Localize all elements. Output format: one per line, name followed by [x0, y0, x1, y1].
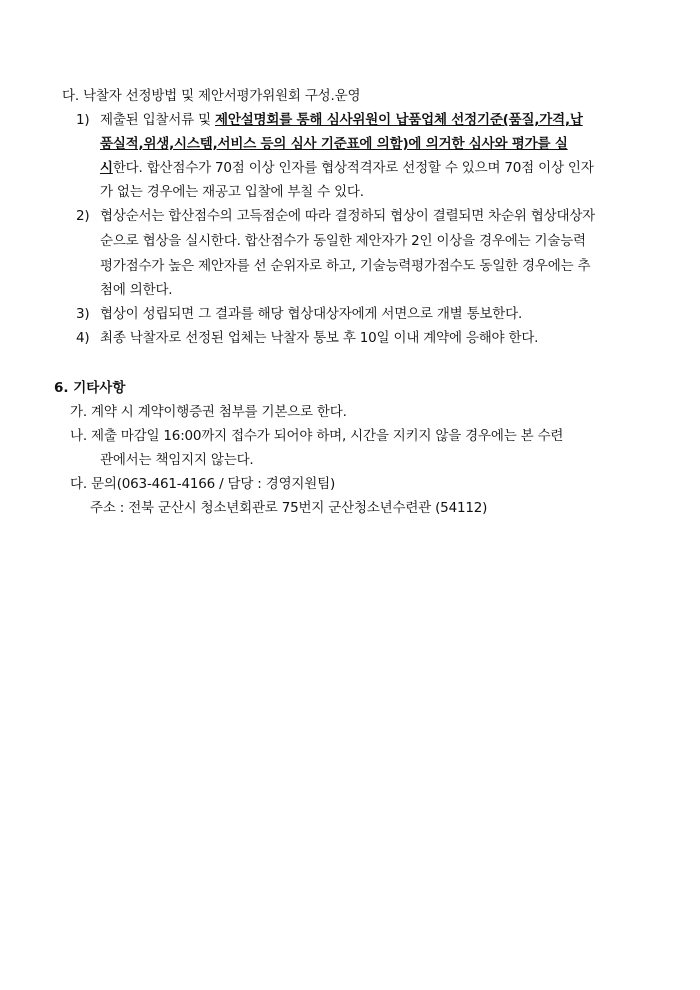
item-1-line-3-underlined: 시: [100, 160, 113, 176]
item-3-line-1: 협상이 성립되면 그 결과를 해당 협상대상자에게 서면으로 개별 통보한다.: [100, 306, 523, 322]
section-6-na-line-1: 나. 제출 마감일 16:00까지 접수가 되어야 하며, 시간을 지키지 않을 경우에는 본 수련: [70, 428, 564, 444]
item-1-line-4: 가 없는 경우에는 재공고 입찰에 부칠 수 있다.: [100, 184, 364, 200]
item-2-line-3: 평가점수가 높은 제안자를 선 순위자로 하고, 기술능력평가점수도 동일한 경우에는 추: [100, 258, 591, 274]
item-4-number: 4): [76, 330, 90, 346]
section-6-na-line-2: 관에서는 책임지지 않는다.: [100, 452, 254, 468]
item-1-text-underlined: 제안설명회를 통해 심사위원이 납품업체 선정기준(품질,가격,납: [215, 112, 583, 128]
subsection-heading: 다. 낙찰자 선정방법 및 제안서평가위원회 구성.운영: [62, 88, 361, 104]
item-3-number: 3): [76, 306, 90, 322]
section-6-heading: 6. 기타사항: [54, 380, 126, 396]
section-6-address: 주소 : 전북 군산시 청소년회관로 75번지 군산청소년수련관 (54112): [90, 500, 488, 516]
item-2-number: 2): [76, 208, 90, 224]
item-1-line-3: [100, 158, 594, 178]
section-6-ga: 가. 계약 시 계약이행증권 첨부를 기본으로 한다.: [70, 404, 347, 420]
item-1-line-2: 품실적,위생,시스템,서비스 등의 심사 기준표에 의함)에 의거한 심사와 평가를 실: [100, 136, 568, 152]
item-2-line-4: 첨에 의한다.: [100, 282, 173, 298]
item-1-number: 1): [76, 112, 90, 128]
item-1-line-1: [100, 110, 583, 130]
section-6-da: 다. 문의(063-461-4166 / 담당 : 경영지원팀): [70, 476, 336, 492]
item-1-line-3-rest: 한다. 합산점수가 70점 이상 인자를 협상적격자로 선정할 수 있으며 70점 이상 인자: [112, 160, 594, 176]
item-4-line-1: 최종 낙찰자로 선정된 업체는 낙찰자 통보 후 10일 이내 계약에 응해야 한다.: [100, 330, 539, 346]
item-2-line-2: 순으로 협상을 실시한다. 합산점수가 동일한 제안자가 2인 이상을 경우에는 기술능력: [100, 233, 586, 249]
item-2-line-1: 협상순서는 합산점수의 고득점순에 따라 결정하되 협상이 결렬되면 차순위 협상대상자: [100, 208, 596, 224]
item-1-text-plain: 제출된 입찰서류 및: [100, 112, 216, 128]
